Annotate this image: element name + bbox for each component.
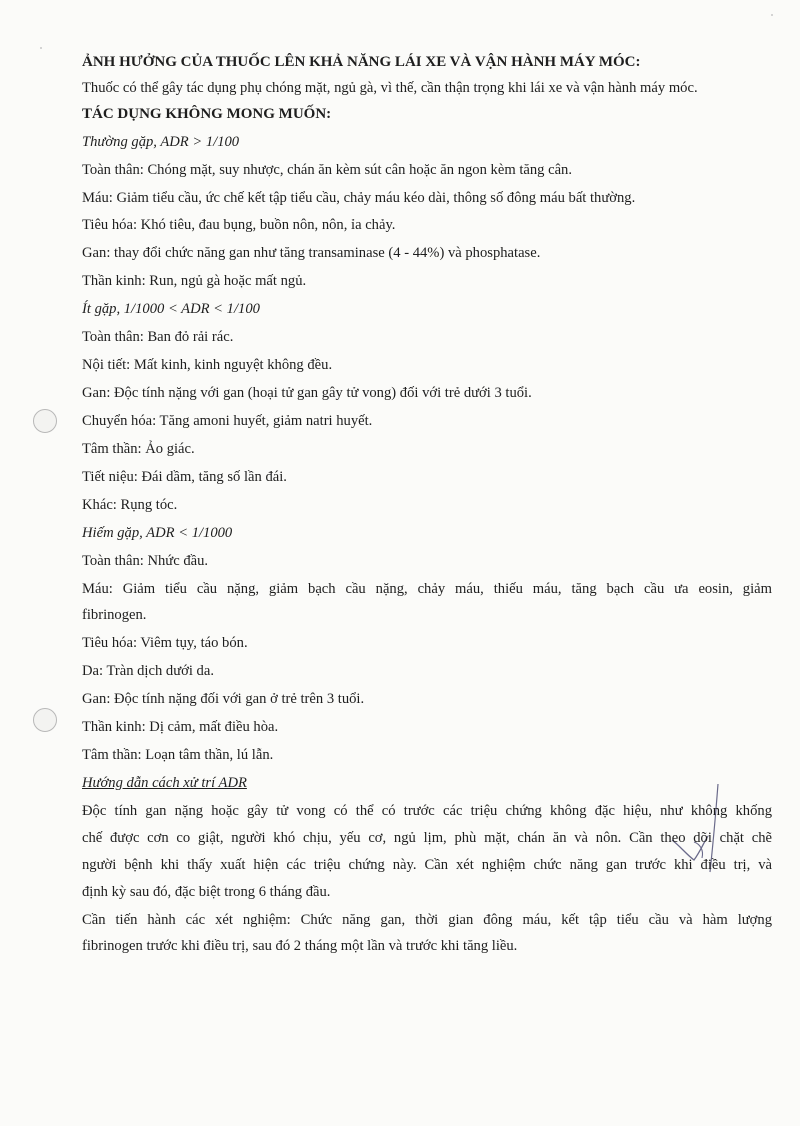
text-line: Thần kinh: Run, ngủ gà hoặc mất ngủ. [82, 273, 307, 289]
subheading: Hiếm gặp, ADR < 1/1000 [82, 525, 233, 541]
text-line: chế được cơn co giật, người khó chịu, yếu cơ, ngủ lịm, phù mặt, chán ăn và nôn. Cần theo dõi chặt chẽ [82, 830, 772, 846]
text-line: fibrinogen. [82, 607, 147, 623]
text-line: Thuốc có thể gây tác dụng phụ chóng mặt, ngủ gà, vì thế, cần thận trọng khi lái xe và vận hành máy móc. [82, 80, 698, 96]
text-line: Tiêu hóa: Viêm tụy, táo bón. [82, 635, 248, 651]
punch-hole-bottom [33, 708, 57, 732]
scan-speck [40, 47, 42, 49]
text-line: Tâm thần: Ảo giác. [82, 441, 195, 457]
subheading: Ít gặp, 1/1000 < ADR < 1/100 [82, 301, 260, 317]
text-line: Nội tiết: Mất kinh, kinh nguyệt không đều. [82, 357, 333, 373]
section-heading: TÁC DỤNG KHÔNG MONG MUỐN: [82, 106, 332, 122]
text-line: định kỳ sau đó, đặc biệt trong 6 tháng đầu. [82, 884, 331, 900]
text-line: Máu: Giảm tiểu cầu nặng, giảm bạch cầu nặng, chảy máu, thiếu máu, tăng bạch cầu ưa eosin, giảm [82, 581, 772, 597]
text-line: Tiêu hóa: Khó tiêu, đau bụng, buồn nôn, nôn, ỉa chảy. [82, 217, 396, 233]
text-line: Thần kinh: Dị cảm, mất điều hòa. [82, 719, 279, 735]
scan-speck [771, 14, 773, 16]
text-line: Máu: Giảm tiểu cầu, ức chế kết tập tiểu cầu, chảy máu kéo dài, thông số đông máu bất thường. [82, 190, 636, 206]
text-line: người bệnh khi thấy xuất hiện các triệu chứng này. Cần xét nghiệm chức năng gan trước khi điều trị, và [82, 857, 772, 873]
punch-hole-top [33, 409, 57, 433]
text-line: Gan: thay đổi chức năng gan như tăng transaminase (4 - 44%) và phosphatase. [82, 245, 541, 261]
text-line: Tiết niệu: Đái dầm, tăng số lần đái. [82, 469, 287, 485]
text-line: Da: Tràn dịch dưới da. [82, 663, 214, 679]
text-line: Độc tính gan nặng hoặc gây tử vong có thể có trước các triệu chứng không đặc hiệu, như không khống [82, 803, 772, 819]
text-line: Toàn thân: Ban đỏ rải rác. [82, 329, 234, 345]
text-line: fibrinogen trước khi điều trị, sau đó 2 tháng một lần và trước khi tăng liều. [82, 938, 518, 954]
text-line: Toàn thân: Nhức đầu. [82, 553, 209, 569]
subheading: Hướng dẫn cách xử trí ADR [82, 775, 247, 791]
subheading: Thường gặp, ADR > 1/100 [82, 134, 240, 150]
text-line: Toàn thân: Chóng mặt, suy nhược, chán ăn kèm sút cân hoặc ăn ngon kèm tăng cân. [82, 162, 572, 178]
section-heading: ẢNH HƯỞNG CỦA THUỐC LÊN KHẢ NĂNG LÁI XE VÀ VẬN HÀNH MÁY MÓC: [82, 54, 641, 70]
text-line: Cần tiến hành các xét nghiệm: Chức năng gan, thời gian đông máu, kết tập tiểu cầu và hàm lượng [82, 912, 772, 928]
text-line: Gan: Độc tính nặng đối với gan ở trẻ trên 3 tuổi. [82, 691, 365, 707]
text-line: Khác: Rụng tóc. [82, 497, 178, 513]
text-line: Chuyển hóa: Tăng amoni huyết, giảm natri huyết. [82, 413, 373, 429]
text-line: Tâm thần: Loạn tâm thần, lú lẫn. [82, 747, 274, 763]
text-line: Gan: Độc tính nặng với gan (hoại tử gan gây tử vong) đối với trẻ dưới 3 tuổi. [82, 385, 532, 401]
